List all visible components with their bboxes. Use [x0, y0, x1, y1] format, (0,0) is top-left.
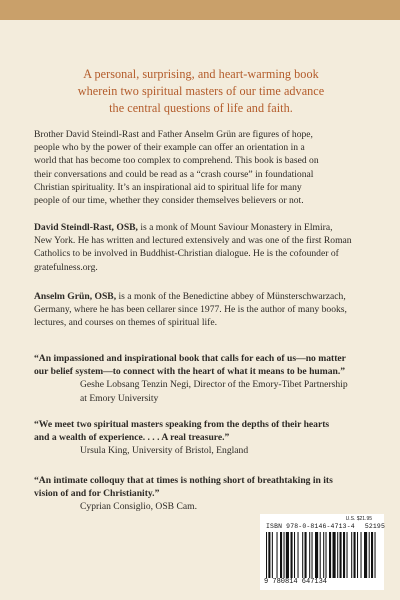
quote-line: our belief system—to connect with the heart of what it means to be human.” [34, 366, 346, 378]
barcode-bar [277, 532, 278, 578]
intro-line: world that has become too complex to comprehend. This book is based on [34, 155, 319, 167]
isbn-number: ISBN 978-0-8146-4713-4 [266, 523, 355, 530]
barcode-bar [302, 532, 303, 578]
barcode-bar [309, 532, 310, 578]
intro-line: Brother David Steindl-Rast and Father Anselm Grün are figures of hope, [34, 129, 313, 140]
tagline-line: wherein two spiritual masters of our time advance [77, 84, 325, 98]
barcode-bar [329, 532, 331, 578]
barcode-bar [343, 532, 345, 578]
bio-line: New York. He has written and lectured extensively and was one of the first Roman [34, 235, 352, 247]
bio-line: lectures, and courses on themes of spiritual life. [34, 317, 218, 329]
tagline-line: the central questions of life and faith. [109, 101, 293, 115]
barcode-bar [312, 532, 313, 578]
tagline-line: A personal, surprising, and heart-warming book [83, 67, 319, 81]
barcode-bar [333, 532, 336, 578]
endorsement-quote [34, 418, 374, 458]
barcode-bar [268, 532, 270, 578]
quote-line: “An impassioned and inspirational book that calls for each of us—no matter [34, 353, 346, 364]
bio-line: is a monk of Mount Saviour Monastery in Elmira, [137, 222, 333, 233]
barcode-bar [354, 532, 356, 578]
bio-steindl-rast [34, 221, 370, 274]
endorsement-quote [34, 474, 374, 514]
barcode-bar [364, 532, 367, 578]
barcode-bar [369, 532, 370, 578]
price-label: U.S. $21.95 [345, 516, 372, 522]
bio-line: Catholics to be involved in Buddhist-Christian dialogue. He is the cofounder of [34, 248, 339, 260]
endorsement-quote [34, 352, 374, 405]
bio-line: gratefulness.org. [34, 261, 98, 273]
bio-line: is a monk of the Benedictine abbey of Münsterschwarzach, [116, 291, 346, 302]
barcode-bar [305, 532, 307, 578]
barcode-bar [284, 532, 285, 578]
price-code: 52195 [364, 523, 386, 530]
quote-line: “We meet two spiritual masters speaking from the depths of their hearts [34, 419, 330, 430]
barcode-bar [371, 532, 373, 578]
intro-line: people who by the power of their example can offer an orientation in a [34, 142, 305, 154]
bio-grun [34, 290, 370, 330]
barcode-bars [266, 532, 378, 578]
bio-name: David Steindl-Rast, OSB, [34, 222, 138, 233]
intro-line: people of our time, whether they consider themselves believers or not. [34, 195, 304, 207]
barcode-bar [361, 532, 362, 578]
barcode-bar [291, 532, 293, 578]
barcode-bar [340, 532, 342, 578]
quote-attribution: Ursula King, University of Bristol, England [80, 445, 249, 457]
bio-line: Germany, where he has been cellarer since 1977. He is the author of many books, [34, 304, 347, 316]
barcode-bar [347, 532, 348, 578]
intro-line: Christian spirituality. It’s an inspirational aid to spiritual life for many [34, 181, 302, 193]
isbn-barcode [260, 514, 384, 590]
quote-attribution: at Emory University [80, 392, 159, 404]
barcode-bar [357, 532, 358, 578]
barcode-bar [337, 532, 338, 578]
ean-digits: 9 780814 647134 [264, 578, 328, 586]
intro-line: their conversations and could be read as a “crash course” in foundational [34, 168, 314, 180]
barcode-bar [320, 532, 321, 578]
quote-line: “An intimate colloquy that at times is nothing short of breathtaking in its [34, 475, 333, 486]
barcode-bar [298, 532, 299, 578]
barcode-bar [375, 532, 376, 578]
quote-attribution: Geshe Lobsang Tenzin Negi, Director of the Emory-Tibet Partnership [80, 379, 348, 391]
quote-line: and a wealth of experience. . . . A real treasure.” [34, 432, 230, 444]
barcode-bar [272, 532, 273, 578]
top-color-band [0, 0, 400, 20]
barcode-bar [280, 532, 282, 578]
barcode-bar [351, 532, 352, 578]
intro-paragraph [34, 128, 370, 207]
tagline [56, 66, 346, 117]
barcode-bar [315, 532, 318, 578]
barcode-bar [294, 532, 295, 578]
barcode-bar [266, 532, 267, 578]
barcode-bar [326, 532, 327, 578]
bio-name: Anselm Grün, OSB, [34, 291, 117, 302]
barcode-bar [286, 532, 289, 578]
quote-line: vision of and for Christianity.” [34, 488, 160, 500]
barcode-bar [323, 532, 324, 578]
quote-attribution: Cyprian Consiglio, OSB Cam. [80, 501, 197, 513]
